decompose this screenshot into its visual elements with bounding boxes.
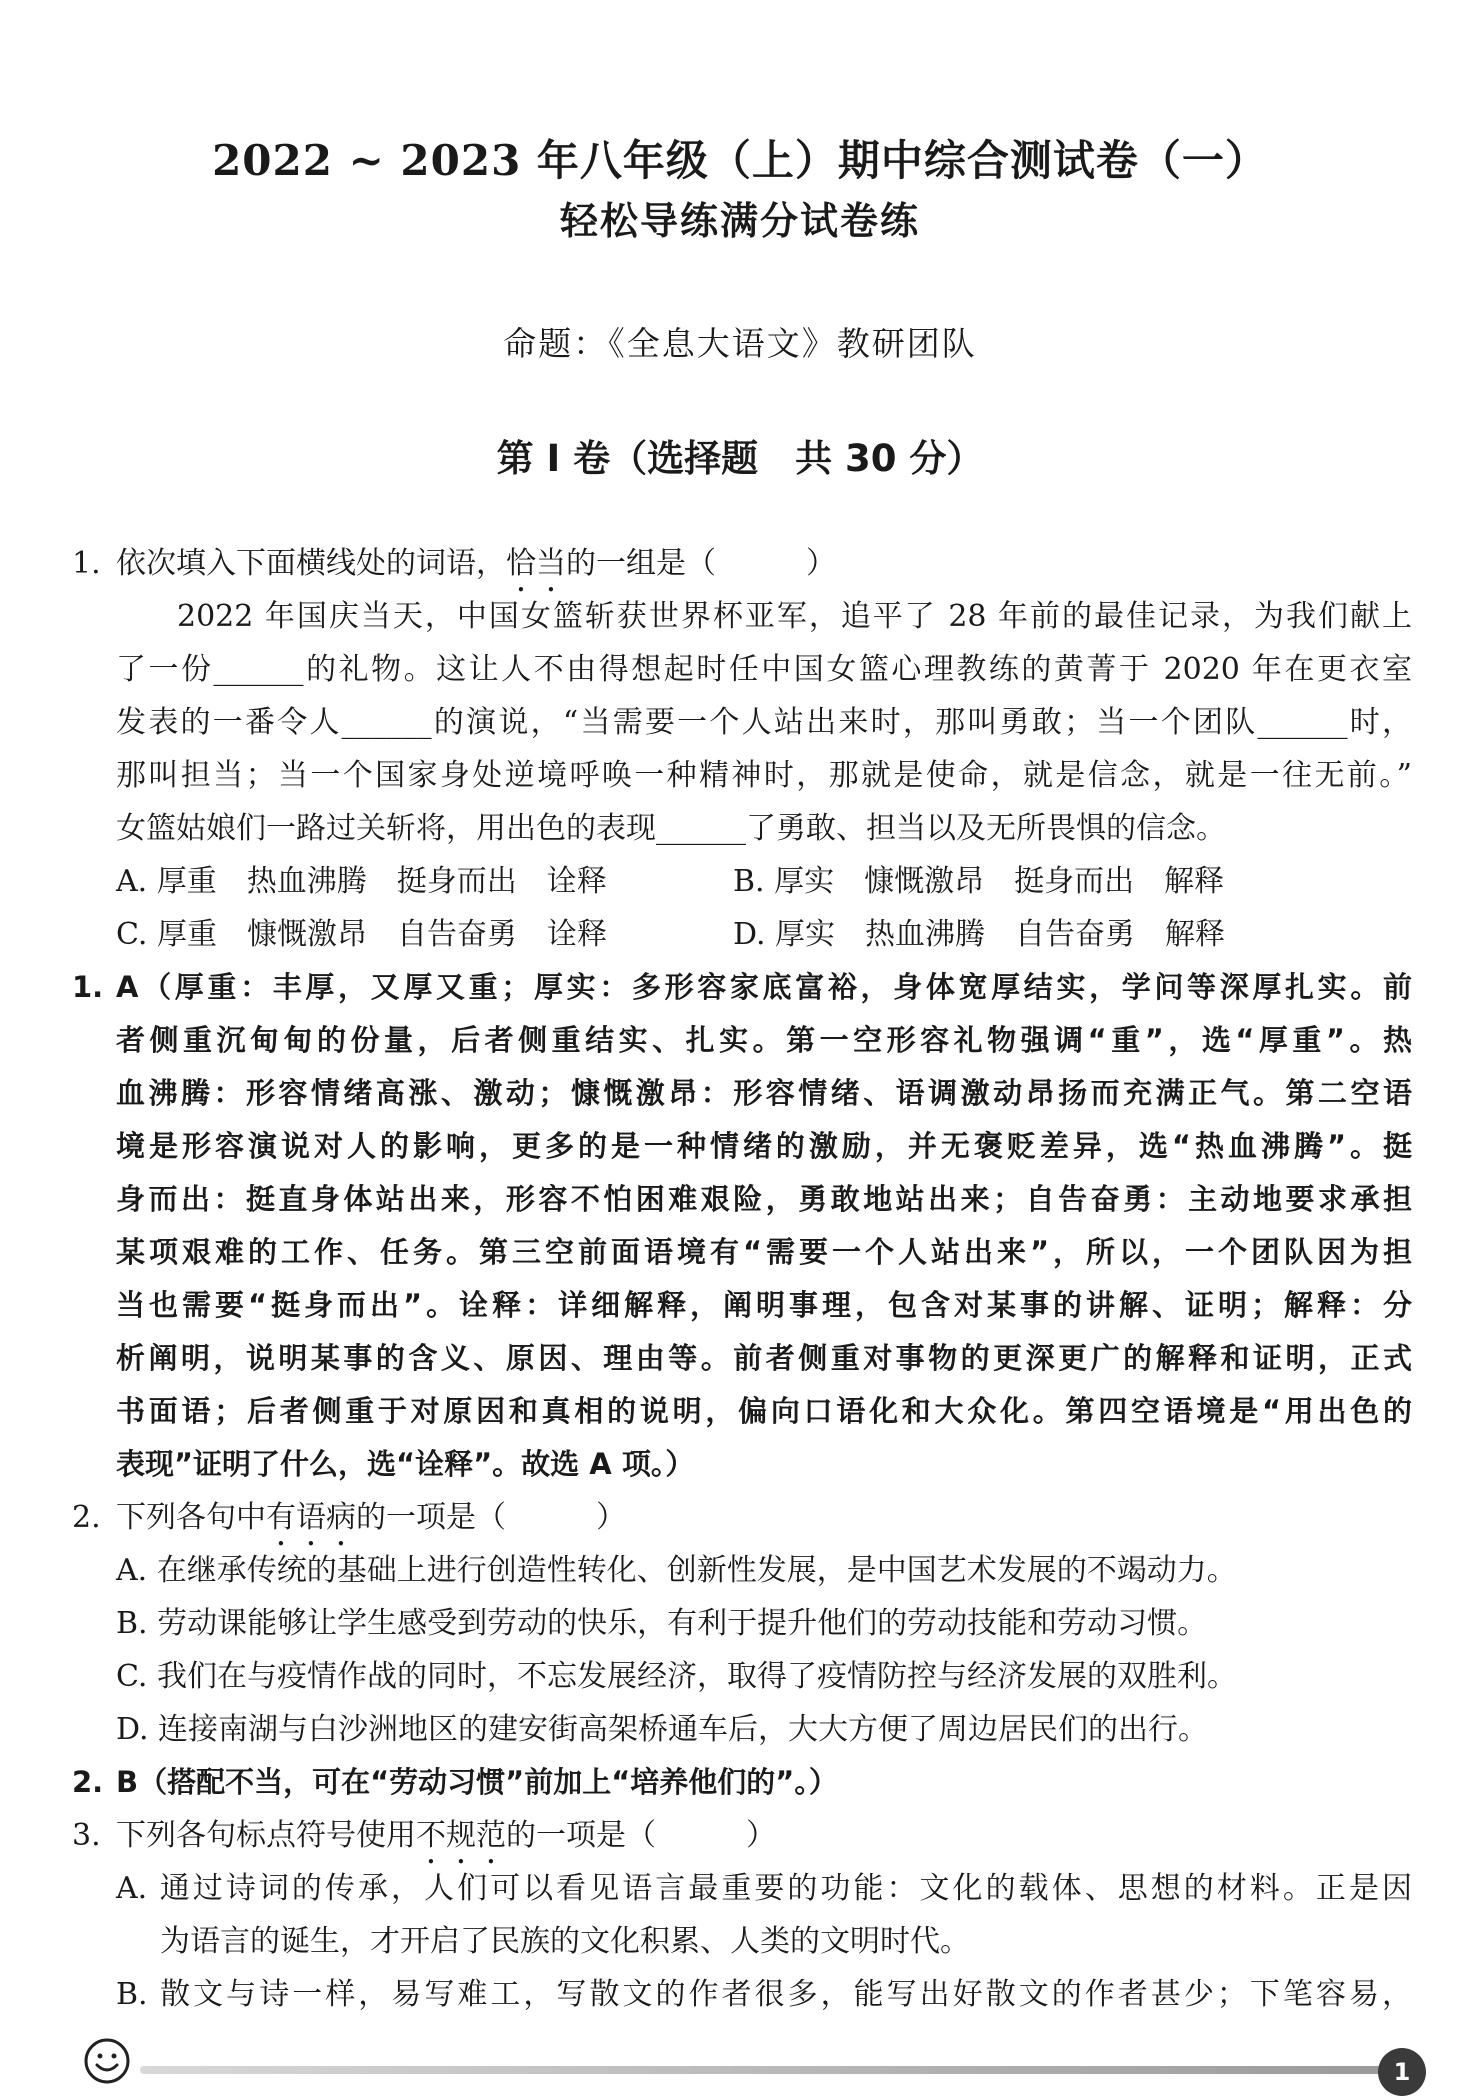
choice-line bbox=[72, 1703, 1412, 1756]
choice-line bbox=[72, 1915, 1412, 1968]
choice-line bbox=[72, 1597, 1412, 1650]
option-b: B. 厚实 慷慨激昂 挺身而出 解释 bbox=[733, 864, 1225, 899]
answer-text: B（搭配不当，可在“劳动习惯”前加上“培养他们的”。） bbox=[116, 1765, 838, 1799]
answer-1-line bbox=[72, 1120, 1412, 1173]
option-a-continued: 为语言的诞生，才开启了民族的文化积累、人类的文明时代。 bbox=[160, 1924, 970, 1959]
stem-text: 下列各句中 bbox=[116, 1500, 266, 1535]
stem-text: 的一项是（ ） bbox=[356, 1500, 626, 1535]
emphasis-text: 不规范 bbox=[416, 1818, 506, 1853]
question-number: 3. bbox=[72, 1818, 101, 1853]
smiley-icon bbox=[82, 2036, 132, 2086]
answer-1-line bbox=[72, 1226, 1412, 1279]
page-number: 1 bbox=[1378, 2048, 1426, 2096]
option-c: C. 我们在与疫情作战的同时，不忘发展经济，取得了疫情防控与经济发展的双胜利。 bbox=[116, 1659, 1237, 1694]
answer-1-line bbox=[72, 1385, 1412, 1438]
question-3-stem bbox=[72, 1809, 1412, 1862]
stem-text: 下列各句标点符号使用 bbox=[116, 1818, 416, 1853]
answer-text: 当也需要“挺身而出”。诠释：详细解释，阐明事理，包含对某事的讲解、证明；解释：分 bbox=[116, 1288, 1412, 1322]
stem-text: 的一项是（ ） bbox=[506, 1818, 776, 1853]
choice-line bbox=[72, 1544, 1412, 1597]
answer-1-line bbox=[72, 1173, 1412, 1226]
answer-text: 者侧重沉甸甸的份量，后者侧重结实、扎实。第一空形容礼物强调“重”，选“厚重”。热 bbox=[116, 1023, 1412, 1057]
answer-2-line bbox=[72, 1756, 1412, 1809]
answer-1-line bbox=[72, 1067, 1412, 1120]
answer-text: 身而出：挺直身体站出来，形容不怕困难艰险，勇敢地站出来；自告奋勇：主动地要求承担 bbox=[116, 1182, 1412, 1216]
footer-divider bbox=[140, 2066, 1390, 2074]
passage-line bbox=[72, 643, 1412, 696]
answer-text: 书面语；后者侧重于对原因和真相的说明，偏向口语化和大众化。第四空语境是“用出色的 bbox=[116, 1394, 1412, 1428]
passage-line bbox=[72, 749, 1412, 802]
answer-text: 表现”证明了什么，选“诠释”。故选 A 项。） bbox=[116, 1447, 695, 1481]
stem-text: 依次填入下面横线处的词语， bbox=[116, 546, 506, 581]
passage-line bbox=[72, 696, 1412, 749]
section-heading: 第 I 卷（选择题 共 30 分） bbox=[496, 437, 984, 480]
answer-text: 血沸腾：形容情绪高涨、激动；慷慨激昂：形容情绪、语调激动昂扬而充满正气。第二空语 bbox=[116, 1076, 1412, 1110]
option-b: B. 劳动课能够让学生感受到劳动的快乐，有利于提升他们的劳动技能和劳动习惯。 bbox=[116, 1606, 1208, 1641]
choice-line bbox=[72, 1862, 1412, 1915]
answer-text: A（厚重：丰厚，又厚又重；厚实：多形容家底富裕，身体宽厚结实，学问等深厚扎实。前 bbox=[116, 970, 1412, 1004]
passage-text: 了一份______的礼物。这让人不由得想起时任中国女篮心理教练的黄菁于 2020 年在更衣室 bbox=[116, 652, 1412, 687]
answer-text: 某项艰难的工作、任务。第三空前面语境有“需要一个人站出来”，所以，一个团队因为担 bbox=[116, 1235, 1412, 1269]
question-2-stem bbox=[72, 1491, 1412, 1544]
passage-text: 女篮姑娘们一路过关斩将，用出色的表现______了勇敢、担当以及无所畏惧的信念。 bbox=[116, 811, 1226, 846]
choice-line bbox=[72, 1968, 1412, 2021]
page-subtitle: 轻松导练满分试卷练 bbox=[559, 198, 920, 243]
emphasis-text: 恰当 bbox=[506, 546, 566, 581]
answer-1-line bbox=[72, 1014, 1412, 1067]
answer-text: 析阐明，说明某事的含义、原因、理由等。前者侧重对事物的更深更广的解释和证明，正式 bbox=[116, 1341, 1412, 1375]
passage-text: 那叫担当；当一个国家身处逆境呼唤一种精神时，那就是使命，就是信念，就是一往无前。” bbox=[116, 758, 1412, 793]
options-row bbox=[72, 855, 1412, 908]
answer-1-line bbox=[72, 1438, 1412, 1491]
answer-number: 2. bbox=[72, 1765, 104, 1799]
author-line: 命题：《全息大语文》教研团队 bbox=[503, 324, 977, 363]
options-row bbox=[72, 908, 1412, 961]
question-number: 1. bbox=[72, 546, 101, 581]
page-title: 2022 ~ 2023 年八年级（上）期中综合测试卷（一） bbox=[212, 136, 1268, 185]
answer-text: 境是形容演说对人的影响，更多的是一种情绪的激励，并无褒贬差异，选“热血沸腾”。挺 bbox=[116, 1129, 1412, 1163]
option-a: A. 厚重 热血沸腾 挺身而出 诠释 bbox=[116, 864, 607, 899]
passage-text: 发表的一番令人______的演说，“当需要一个人站出来时，那叫勇敢；当一个团队______时， bbox=[116, 705, 1412, 740]
option-b: B. 散文与诗一样，易写难工，写散文的作者很多，能写出好散文的作者甚少；下笔容易， bbox=[116, 1977, 1412, 2012]
stem-text: 的一组是（ ） bbox=[566, 546, 836, 581]
passage-line bbox=[72, 590, 1412, 643]
answer-1-line bbox=[72, 1279, 1412, 1332]
choice-line bbox=[72, 1650, 1412, 1703]
answer-1-line bbox=[72, 1332, 1412, 1385]
emphasis-text: 有语病 bbox=[266, 1500, 356, 1535]
answer-number: 1. bbox=[72, 970, 104, 1004]
question-number: 2. bbox=[72, 1500, 101, 1535]
option-d: D. 厚实 热血沸腾 自告奋勇 解释 bbox=[733, 917, 1226, 952]
passage-line bbox=[72, 802, 1412, 855]
option-d: D. 连接南湖与白沙洲地区的建安街高架桥通车后，大大方便了周边居民们的出行。 bbox=[116, 1712, 1209, 1747]
question-1-stem bbox=[72, 537, 1412, 590]
option-c: C. 厚重 慷慨激昂 自告奋勇 诠释 bbox=[116, 917, 607, 952]
exam-content bbox=[72, 537, 1412, 2021]
passage-text: 2022 年国庆当天，中国女篮斩获世界杯亚军，追平了 28 年前的最佳记录，为我们献上 bbox=[177, 599, 1412, 634]
answer-1-line bbox=[72, 961, 1412, 1014]
option-a: A. 通过诗词的传承，人们可以看见语言最重要的功能：文化的载体、思想的材料。正是因 bbox=[116, 1871, 1412, 1906]
option-a: A. 在继承传统的基础上进行创造性转化、创新性发展，是中国艺术发展的不竭动力。 bbox=[116, 1553, 1237, 1588]
